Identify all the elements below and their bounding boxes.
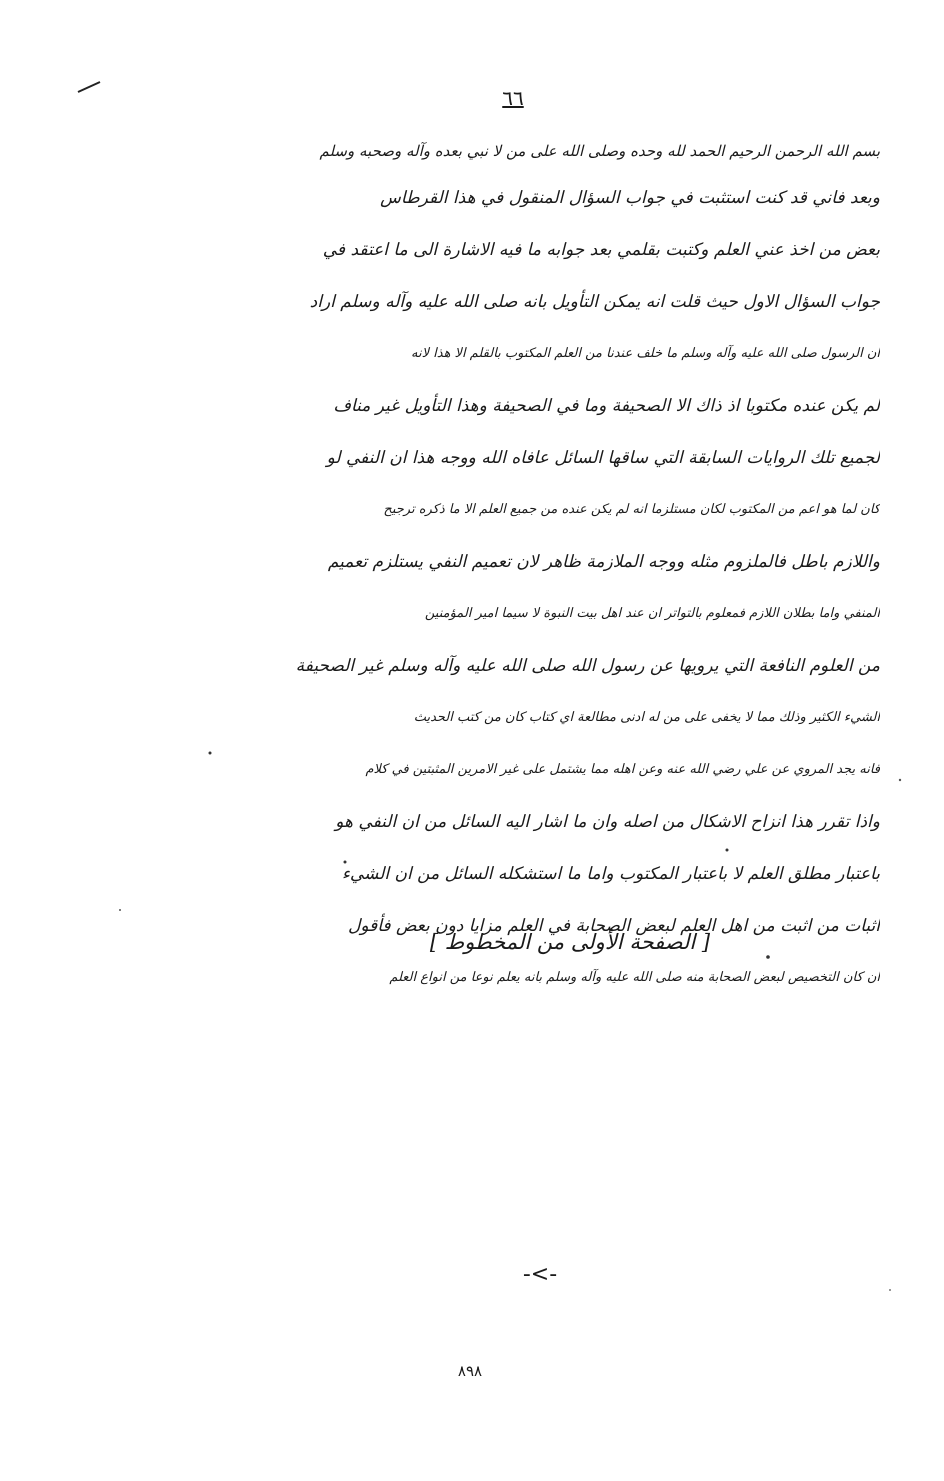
manuscript-line: ان الرسول صلى الله عليه وآله وسلم ما خلف عندنا من العلم المكتوب بالقلم الا هذا لانه bbox=[411, 346, 880, 361]
ink-speck bbox=[344, 861, 347, 864]
ink-speck bbox=[766, 955, 770, 959]
manuscript-line: لجميع تلك الروايات السابقة التي ساقها السائل عافاه الله ووجه هذا ان النفي لو bbox=[326, 448, 880, 468]
manuscript-line: واذا تقرر هذا انزاح الاشكال من اصله وان ما اشار اليه السائل من ان النفي هو bbox=[335, 812, 880, 832]
folio-number: ٨٩٨ bbox=[457, 1362, 483, 1380]
manuscript-line: فانه يجد المروي عن علي رضي الله عنه وعن اهله مما يشتمل على غير الامرين المثبتين في كلام bbox=[365, 762, 880, 777]
ink-speck bbox=[119, 909, 121, 911]
manuscript-line: بعض من اخذ عني العلم وكتبت بقلمي بعد جوابه ما فيه الاشارة الى ما اعتقد في bbox=[322, 240, 880, 260]
bottom-mark: -<- bbox=[522, 1262, 558, 1287]
manuscript-line: كان لما هو اعم من المكتوب لكان مستلزما انه لم يكن عنده من جميع العلم الا ما ذكره ترجيح bbox=[383, 502, 880, 517]
manuscript-line: وبعد فاني قد كنت استثبت في جواب السؤال المنقول في هذا القرطاس bbox=[380, 188, 880, 208]
manuscript-page-number: ٦٦ bbox=[502, 86, 524, 110]
manuscript-line: جواب السؤال الاول حيث قلت انه يمكن التأويل بانه صلى الله عليه وآله وسلم اراد bbox=[309, 292, 880, 312]
manuscript-line: الشيء الكثير وذلك مما لا يخفى على من له ادنى مطالعة اي كتاب كان من كتب الحديث bbox=[413, 710, 880, 725]
manuscript-line: من العلوم النافعة التي يرويها عن رسول الله صلى الله عليه وآله وسلم غير الصحيفة bbox=[295, 656, 880, 676]
ink-speck bbox=[889, 1289, 891, 1291]
manuscript-line: ان كان التخصيص لبعض الصحابة منه صلى الله عليه وآله وسلم بانه يعلم نوعا من انواع العلم bbox=[389, 970, 880, 985]
manuscript-line: لم يكن عنده مكتوبا اذ ذاك الا الصحيفة وما في الصحيفة وهذا التأويل غير مناف bbox=[333, 396, 880, 416]
ink-speck bbox=[209, 752, 212, 755]
figure-caption: [ الصفحة الأولى من المخطوط ] bbox=[429, 930, 711, 954]
ink-speck bbox=[899, 779, 901, 781]
manuscript-line: بسم الله الرحمن الرحيم الحمد لله وحده وصلى الله على من لا نبي بعده وآله وصحبه وسلم bbox=[319, 142, 880, 160]
manuscript-line: واللازم باطل فالملزوم مثله ووجه الملازمة ظاهر لان تعميم النفي يستلزم تعميم bbox=[327, 552, 880, 572]
manuscript-line: باعتبار مطلق العلم لا باعتبار المكتوب واما ما استشكله السائل من ان الشيء bbox=[341, 864, 880, 884]
ink-speck bbox=[726, 849, 729, 852]
manuscript-line: المنفي واما بطلان اللازم فمعلوم بالتواتر ان عند اهل بيت النبوة لا سيما امير المؤمنين bbox=[424, 606, 880, 621]
manuscript-line: اثبات من اثبت من اهل العلم لبعض الصحابة في العلم مزايا دون بعض فأقول bbox=[347, 916, 880, 936]
stray-stroke bbox=[78, 82, 100, 92]
